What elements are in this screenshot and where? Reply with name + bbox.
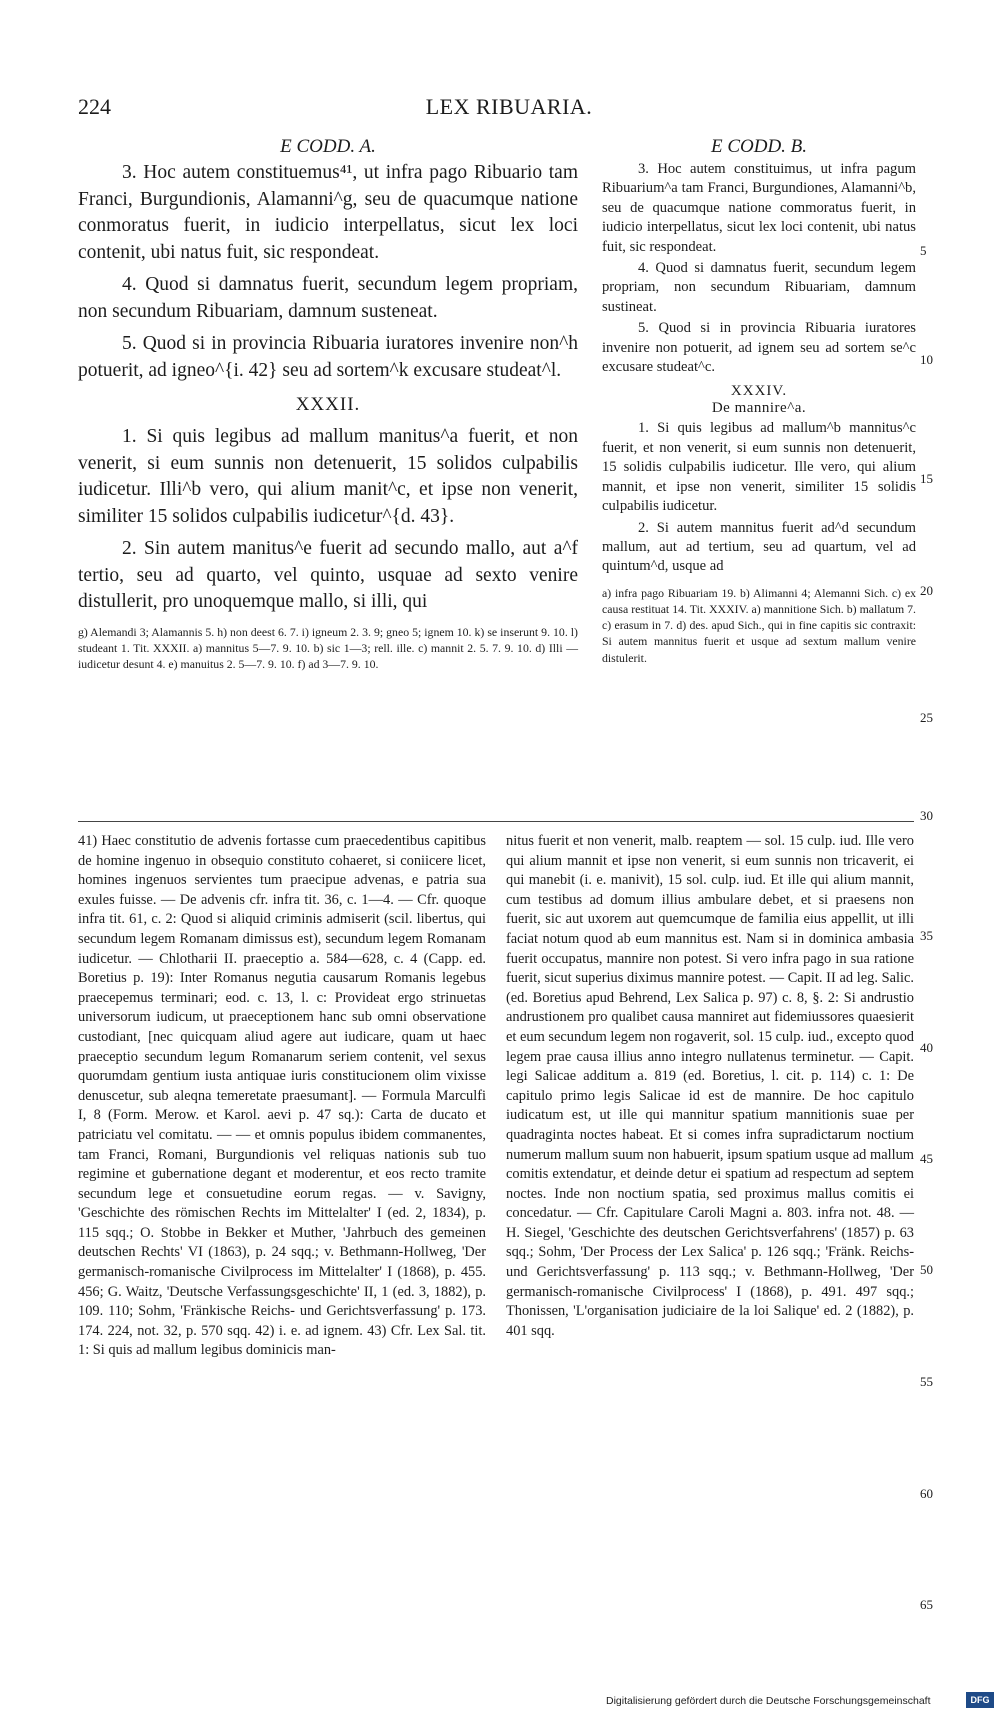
digitization-credit: Digitalisierung gefördert durch die Deutsche Forschungsgemeinschaft <box>606 1695 931 1707</box>
codex-b-xxxiv-2: 2. Si autem mannitus fuerit ad^d secundum mallum, aut ad tertium, seu ad quartum, vel ad quintum^d, usque ad <box>602 519 916 575</box>
line-number: 10 <box>920 352 933 367</box>
commentary-right: nitus fuerit et non venerit, malb. reaptem — sol. 15 culp. iud. Ille vero qui alium mannit et ipse non venerit, si eum sunnis non tricaverit, ei qui manebit (i. e. manivit), 15 sol. culp. iud. Et ille qui alium mannit, cum testibus ad domum illius ambulare debet, et si praesens non fuerit, sic aut uxorem aut quemcumque de familia eius appellit, ut illi faciat notum quod ab eum mannitus est. Nam si in dominica ambasia fuerit occupatus, mannire non potest. Si vero infra pago in sua ratione fuerit, sicut superius diximus mannire potest. — Capit. II ad leg. Salic. (ed. Boretius apud Behrend, Lex Salica p. 97) c. 8, §. 2: Si andrustio andrustionem pro qualibet causa manniret aut fidemiussores quaesierit et eum secundum legem non rogaverit, sol. 15 culp. iud., excepto quod legem prae causa illius anno integro nullatenus terminetur. — Capit. legi Salicae additum a. 819 (ed. Boretius, l. cit. p. 114) c. 1: De capitulo primo legis Salicae id est de mannire. De hoc capitulo iudicatum est, ut ille qui mannitur spatium mannitionis suae per quadraginta noctes habeat. Et si comes infra supradictarum noctium numerum mallum suum non habuerit, ipsum spatium usque ad mallum comitis extendatur, et deinde detur ei spatium ad respectum ad septem noctes. Inde non noctium spatia, sed proximus mallus comitis ei concedatur. — Cfr. Capitulare Caroli Magni a. 803. infra not. 48. — H. Siegel, 'Geschichte des deutschen Gerichtsverfahrens' (1857) p. 63 sqq.; Sohm, 'Der Process der Lex Salica' p. 126 sqq.; 'Fränk. Reichs- und Gerichtsverfassung' p. 113 sqq.; v. Bethmann-Hollweg, 'Der germanisch-romanische Civilprocess' I (1868), p. 491. 497 sqq.; Thonissen, 'L'organisation judiciaire de la loi Salique' ed. 2 (1882), p. 401 sqq. <box>506 833 914 1339</box>
codex-b-subtitle: De mannire^a. <box>711 400 807 417</box>
line-number: 20 <box>920 583 933 598</box>
codex-a-variant-notes: g) Alemandi 3; Alamannis 5. h) non deest 6. 7. i) igneum 2. 3. 9; gneo 5; ignem 10. k) se inserunt 9. 10. l) studeant 1. Tit. XXXII. a) mannitus 5—7. 9. 10. b) sic 1—3; rell. ille. c) mannit 2. 5. 7. 9. 10. d) Illi — iudicetur desunt 4. e) manuitus 2. 5—7. 9. 10. f) ad 3—7. 9. 10. <box>78 624 578 671</box>
codex-a-section-4: 4. Quod si damnatus fuerit, secundum legem propriam, non secundum Ribuariam, damnum susteneat. <box>78 274 578 322</box>
codex-b-section-5: 5. Quod si in provincia Ribuaria iuratores invenire non potuerit, ad ignem seu ad sortem se^c excusare studeat^c. <box>602 320 916 376</box>
codex-b-xxxiv-1: 1. Si quis legibus ad mallum^b mannitus^c fuerit, et non venerit, si eum sunnis non detenuerit, 15 solidis culpabilis iudicetur. Ille vero, qui alium mannit, et ipse non venerit, similiter 15 solidis culpabilis iudicetur. <box>602 420 916 515</box>
running-title: LEX RIBUARIA. <box>425 94 593 119</box>
line-number: 30 <box>920 808 933 823</box>
line-number: 55 <box>920 1374 933 1389</box>
codex-b-title: E CODD. B. <box>710 136 808 157</box>
codex-b-column <box>602 136 916 666</box>
notes-divider <box>78 821 914 822</box>
codex-b-section-3: 3. Hoc autem constituimus, ut infra pagum Ribuarium^a tam Franci, Burgundiones, Alamanni^b, seu de quacumque natione commoratus fuerit, in iudicio interpellatus, sicut lex loci contenit, ubi natus fuit, sic respondeat. <box>602 161 916 255</box>
line-number: 65 <box>920 1597 933 1612</box>
codex-a-title: E CODD. A. <box>280 136 376 157</box>
codex-b-title-xxxiv: XXXIV. <box>730 383 788 400</box>
codex-b-variant-notes: a) infra pago Ribuariam 19. b) Alimanni 4; Alemanni Sich. c) ex causa restituat 14. Tit. XXXIV. a) mannitione Sich. b) mallatum 7. c) erasum in 7. d) des. apud Sich., qui in fine capitis sic contraxit: Si autem mannitus fuerit et usque ad sextum mallum venire distulerit. <box>602 585 916 665</box>
line-number: 35 <box>920 928 933 943</box>
codex-b-section-4: 4. Quod si damnatus fuerit, secundum legem propriam, non secundum Ribuariam, damnum sustineat. <box>602 260 916 315</box>
line-number: 40 <box>920 1040 933 1055</box>
line-number: 25 <box>920 710 933 725</box>
codex-a-column <box>78 136 578 672</box>
line-number: 45 <box>920 1151 933 1166</box>
line-number: 50 <box>920 1262 933 1277</box>
dfg-logo: DFG <box>966 1692 994 1708</box>
line-number: 5 <box>920 243 927 258</box>
codex-a-section-5: 5. Quod si in provincia Ribuaria iuratores invenire non^h potuerit, ad igneo^{i. 42} seu ad sortem^k excusare studeat^l. <box>78 333 578 381</box>
codex-a-xxxii-1: 1. Si quis legibus ad mallum manitus^a fuerit, et non venerit, si eum sunnis non detenuerit, 15 solidos culpabilis iudicetur. Illi^b vero, qui alium manit^c, et ipse non venerit, similiter 15 solidos culpabilis iudicetur^{d. 43}. <box>78 426 578 527</box>
page-header <box>78 94 940 124</box>
line-number: 15 <box>920 471 933 486</box>
line-number: 60 <box>920 1486 933 1501</box>
codex-a-title-xxxii: XXXII. <box>295 394 361 415</box>
codex-a-section-3: 3. Hoc autem constituemus⁴¹, ut infra pago Ribuario tam Franci, Burgundionis, Alamanni^g, seu de quacumque natione conmoratus fuerit, in iudicio interpellatus, sicut lex loci contenit, ubi natus fuit, sic respondeat. <box>78 162 578 263</box>
page-number: 224 <box>78 94 111 119</box>
codex-a-xxxii-2: 2. Sin autem manitus^e fuerit ad secundo mallo, aut a^f tertio, seu ad quarto, vel quinto, usquae ad sexto venire distullerit, pro unoquemque mallo, si illi, qui <box>78 538 578 612</box>
commentary-left: 41) Haec constitutio de advenis fortasse cum praecedentibus capitibus de homine ingenuo in obsequio constituto cohaeret, si coniicere licet, homines ingenuos servientes tum praecipue advenas, e patria sua exules fuisse. — De advenis cfr. infra tit. 36, c. 1—4. — Cfr. quoque infra tit. 61, c. 2: Quod si aliquid criminis admiserit (scil. libertus, qui secundum legem Romanam dimissus est), secundum legem Romanam iudicetur. — Chlotharii II. praeceptio a. 584—628, c. 4 (Capp. ed. Boretius p. 19): Inter Romanus negutia causarum Romanis legebus praecepemus terminari; eod. c. 13, l. c: Provideat ergo strinuetas universorum iudicum, ut praeceptionem hanc sub omni observatione custodiant, [nec quicquam aliud agere aut iudicare, quam ut haec praeceptio secundum legum Romanarum seriem contenit, vel sexus quorumdam gentium iusta antiquae iuris constitucionem olim vixisse denuscetur, sub aleqna temeretate praesumant]. — Formula Marculfi I, 8 (Form. Merow. et Karol. aevi p. 47 sq.): Carta de ducato et patriciatu vel comitatu. — — et omnis populus ibidem commanentes, tam Franci, Romani, Burgundionis vel reliquas nationis sub tuo regimine et gubernatione degant et moderentur, et eos recto tramite secundum lege et consuetudine eorum regas. — v. Savigny, 'Geschichte des römischen Rechts im Mittelalter' I (ed. 2, 1834), p. 115 sqq.; O. Stobbe in Bekker et Muther, 'Jahrbuch des gemeinen deutschen Rechts' VI (1863), p. 24 sqq.; v. Bethmann-Hollweg, 'Der germanisch-romanische Civilprocess im Mittelalter' I (1868), p. 455. 456; G. Waitz, 'Deutsche Verfassungsgeschichte' II, 1 (ed. 3, 1882), p. 109. 110; Sohm, 'Fränkische Reichs- und Gerichtsverfassung' p. 173. 174. 224, not. 32, p. 570 sqq. 42) i. e. ad ignem. 43) Cfr. Lex Sal. tit. 1: Si quis ad mallum legibus dominicis man- <box>78 833 486 1359</box>
